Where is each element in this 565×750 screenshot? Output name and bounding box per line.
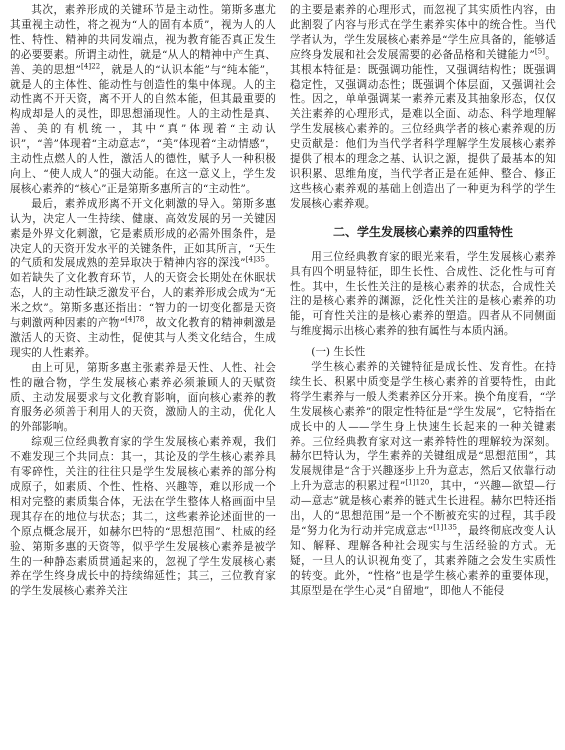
- citation: [1]135: [433, 523, 458, 532]
- text-run: 最后，素养成形离不开文化刺激的导入。第斯多惠认为，决定人一生持续、健康、高效发展的另一关键因素是外界文化刺激，它是素质形成的必需外围条件，是决定人的天资开发水平的关键条件，正如其所言，“天生的气质和发展成熟的差异取决于精神内容的深浅”: [10, 197, 276, 270]
- text-run: ，就是人的“认识本能”与“纯本能”，就是人的主体性、能动性与创造性的集中体现。人的主动性离不开天资，离不开人的自然本能，但其最重要的构成却是人的灵性，即思想涌现性。人的主动性是真、善、美的有机统一，其中“真”体现着“主动认识”，“善”体现着“主动意志”，“美”体现着“主动情感”，主动性点燃人的人性，激活人的德性，赋予人一种积极向上、“使人成人”的强大动能。在这一意义上，学生发展核心素养的“核心”正是第斯多惠所言的“主动性”。: [10, 63, 276, 195]
- left-column: [10, 3, 276, 750]
- paragraph: [290, 3, 556, 212]
- paragraph: 由上可见，第斯多惠主张素养是天性、人性、社会性的融合物，学生发展核心素养必须兼顾人的天赋资质、主动发展要求与文化教育影响，面向核心素养的教育服务必须善于利用人的天资，激励人的主动，优化人的外部影响。: [10, 361, 276, 434]
- citation: [4]22: [80, 62, 101, 71]
- text-run: 学生核心素养的关键特征是成长性、发育性。在持续生长、积累中质变是学生核心素养的首要特性，由此将学生素养与一般人类素养区分开来。换个角度看，“学生发展核心素养”的限定性特征是“学生发展”，它特指在成长中的人——学生身上快速生长起来的一种关键素养。三位经典教育家对这一素养特性的理解较为深刻。赫尔巴特认为，学生素养的关键组成是“思想范围”，其发展规律是“含于兴趣逐步上升为意志，然后又依靠行动上升为意志的积累过程”: [290, 361, 556, 493]
- citation: [4]35: [245, 255, 266, 264]
- subsection-heading: (一) 生长性: [311, 346, 366, 359]
- paragraph: [10, 197, 276, 361]
- section-heading: 二、学生发展核心素养的四重特性: [332, 224, 513, 239]
- text-run: 。如若缺失了文化教育环节，人的天资会长期处在休眠状态，人的主动性缺乏激发平台，人的素养形成会成为“无米之炊”。第斯多惠还指出：“智力的一切变化都是天资与刺激两种因素的产物”: [10, 257, 276, 330]
- paragraph: [290, 360, 556, 599]
- text-run: ，故文化教育的精神刺激是激活人的天资、主动性，促使其与人类文化结合，生成现实的人性素养。: [10, 317, 276, 359]
- text-run: 。其根本特征是：既强调功能性，又强调结构性；既强调稳定性，又强调动态性；既强调个体层面，又强调社会性。因之，单单强调某一素养元素及其抽象形态，仅仅关注素养的心理形式，是难以全面、动态、科学地理解学生发展核心素养的。三位经典学者的核心素养观的历史贡献是：他们为当代学者科学理解学生发展核心素养提供了根本的理念之基、认识之源，提供了最基本的知识积累、思维角度，当代学者正是在延伸、整合、修正这些核心素养观的基础上创造出了一种更为科学的学生发展核心素养观。: [290, 48, 556, 210]
- text-run: ，最终彻底改变人认知、解释、理解各种社会现实与生活经验的方式。无疑，一旦人的认识视角变了，其素养随之会发生实质性的转变。此外，“性格”也是学生核心素养的重要体现，其原型是在学生心灵“自留地”，即他人不能侵: [290, 525, 556, 597]
- text-run: 其次，素养形成的关键环节是主动性。第斯多惠尤其重视主动性，将之视为“人的固有本质”，视为人的人性、特性、精神的共同发端点，视为教育能否真正发生的必要要素。所谓主动性，就是“从人的精神中产生真、善、美的思想”: [10, 4, 276, 76]
- paragraph: [10, 3, 276, 197]
- citation: [1]120: [405, 478, 430, 487]
- citation: [4]78: [125, 315, 145, 324]
- paragraph: 用三位经典教育家的眼光来看，学生发展核心素养具有四个明显特征，即生长性、合成性、泛化性与可育性。其中，生长性关注的是核心素养的状态，合成性关注的是核心素养的渊源，泛化性关注的是核心素养的功能，可育性关注的是核心素养的塑造。四者从不同侧面与维度揭示出核心素养的独有属性与本质内涵。: [290, 250, 556, 338]
- right-column: [290, 3, 556, 750]
- paragraph: 综观三位经典教育家的学生发展核心素养观，我们不难发现三个共同点：其一，其论及的学生核心素养具有零碎性，关注的往往只是学生发展核心素养的部分构成原子，如素质、个性、性格、兴趣等，难以形成一个相对完整的素质集合体，无法在学生整体人格画面中呈现其存在的地位与状态；其二，这些素养论述面世的一个原点概念展开，如赫尔巴特的“思想范围”、杜威的经验、第斯多惠的天资等，似乎学生发展核心素养是被学生的一种静态素质贯通起来的，忽视了学生发展核心素养在学生终身成长中的持续绵延性；其三，三位教育家的学生发展核心素养关注: [10, 436, 276, 598]
- citation: [5]: [534, 47, 546, 56]
- text-run: ，其中，“兴趣—欲望—行动—意志”就是核心素养的链式生长进程。赫尔巴特还指出，人的“思想范围”是一个不断被充实的过程，其手段是“努力化为行动并完成意志”: [290, 480, 556, 537]
- text-run: 的主要是素养的心理形式，而忽视了其实质性内容，由此割裂了内容与形式在学生素养实体中的统合性。当代学者认为，学生发展核心素养是“学生应具备的，能够适应终身发展和社会发展需要的必备品格和关键能力”: [290, 4, 556, 61]
